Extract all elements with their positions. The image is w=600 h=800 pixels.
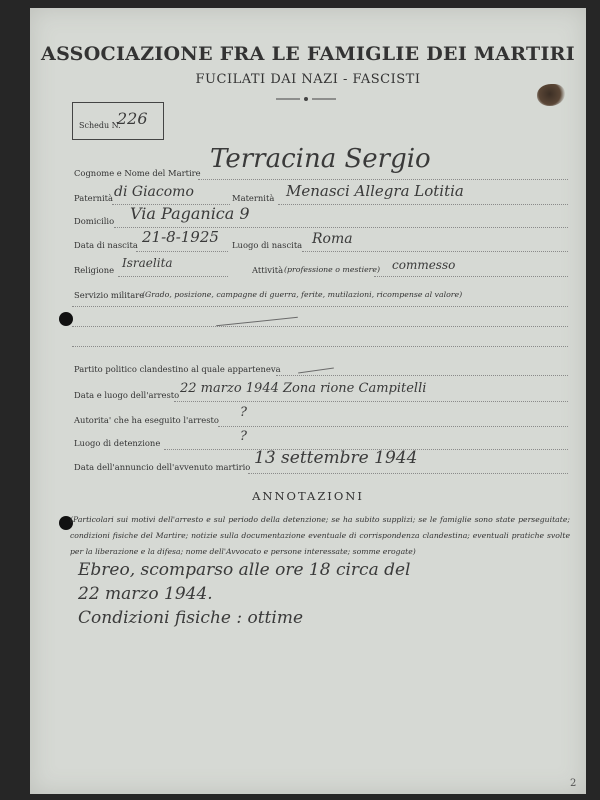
annotazioni-heading: ANNOTAZIONI bbox=[252, 489, 364, 503]
nascita-data-value: 21-8-1925 bbox=[142, 228, 219, 246]
autorita-rule bbox=[218, 426, 568, 427]
nascita-data-rule bbox=[136, 251, 228, 252]
document-subtitle: FUCILATI DAI NAZI - FASCISTI bbox=[195, 72, 421, 87]
attivita-hint: (professione o mestiere) bbox=[284, 265, 381, 274]
religione-label: Religione bbox=[74, 265, 115, 275]
partito-label: Partito politico clandestino al quale apparteneva bbox=[74, 364, 281, 374]
annotazioni-line-2: 22 marzo 1944. bbox=[78, 584, 213, 604]
detenzione-label: Luogo di detenzione bbox=[74, 438, 161, 448]
scheda-box bbox=[72, 102, 164, 140]
paternita-value: di Giacomo bbox=[114, 184, 194, 200]
martirio-rule bbox=[248, 473, 568, 474]
servizio-rule-3 bbox=[72, 346, 568, 347]
martirio-value: 13 settembre 1944 bbox=[254, 448, 418, 468]
title-ornament bbox=[276, 96, 336, 102]
autorita-value: ? bbox=[240, 405, 247, 420]
servizio-label: Servizio militare bbox=[74, 290, 145, 300]
scheda-label: Schedu N. bbox=[79, 121, 121, 130]
attivita-rule bbox=[374, 276, 568, 277]
nascita-luogo-value: Roma bbox=[312, 231, 353, 247]
annotazioni-instructions: (Particolari sui motivi dell'arresto e sul periodo della detenzione; se ha subito supplizi; se le famiglie sono state perseguitate; condizioni fisiche del Martire; notizie sulla documentazione eventuale di corrispondenza clandestina; eventuali pratiche svolte per la liberazione e la difesa; nome dell'Avvocato e persone interessate; somme erogate) bbox=[70, 515, 570, 556]
martirio-label: Data dell'annuncio dell'avvenuto martirio bbox=[74, 462, 251, 472]
religione-rule bbox=[118, 276, 228, 277]
domicilio-value: Via Paganica 9 bbox=[130, 204, 250, 223]
document-page bbox=[30, 8, 586, 794]
servizio-dash bbox=[216, 317, 298, 327]
religione-value: Israelita bbox=[122, 256, 173, 270]
document-title: ASSOCIAZIONE FRA LE FAMIGLIE DEI MARTIRI bbox=[41, 43, 575, 65]
punch-hole-top bbox=[59, 312, 73, 326]
maternita-label: Maternità bbox=[232, 193, 275, 203]
ink-stain bbox=[537, 84, 565, 106]
nascita-luogo-rule bbox=[302, 251, 568, 252]
scheda-number: 226 bbox=[117, 109, 148, 128]
servizio-rule-1 bbox=[72, 306, 568, 307]
arresto-value: 22 marzo 1944 Zona rione Campitelli bbox=[180, 381, 427, 396]
autorita-label: Autorita' che ha eseguito l'arresto bbox=[74, 415, 219, 425]
partito-dash bbox=[298, 367, 334, 373]
maternita-rule bbox=[278, 204, 568, 205]
attivita-value: commesso bbox=[392, 258, 456, 272]
nascita-luogo-label: Luogo di nascita bbox=[232, 240, 303, 250]
maternita-value: Menasci Allegra Lotitia bbox=[286, 182, 464, 200]
servizio-rule-2 bbox=[72, 326, 568, 327]
cognome-value: Terracina Sergio bbox=[210, 144, 431, 174]
detenzione-value: ? bbox=[240, 429, 247, 444]
page-corner-number: 2 bbox=[570, 778, 577, 789]
annotazioni-line-3: Condizioni fisiche : ottime bbox=[78, 608, 304, 628]
partito-rule bbox=[276, 375, 568, 376]
annotazioni-line-1: Ebreo, scomparso alle ore 18 circa del bbox=[78, 560, 411, 580]
domicilio-label: Domicilio bbox=[74, 216, 115, 226]
cognome-label: Cognome e Nome del Martire bbox=[74, 168, 201, 178]
attivita-label: Attività bbox=[252, 265, 284, 275]
arresto-rule bbox=[174, 401, 568, 402]
paternita-label: Paternità bbox=[74, 193, 114, 203]
nascita-data-label: Data di nascita bbox=[74, 240, 138, 250]
servizio-hint: (Grado, posizione, campagne di guerra, ferite, mutilazioni, ricompense al valore) bbox=[142, 290, 463, 299]
arresto-label: Data e luogo dell'arresto bbox=[74, 390, 180, 400]
cognome-rule bbox=[198, 179, 568, 180]
